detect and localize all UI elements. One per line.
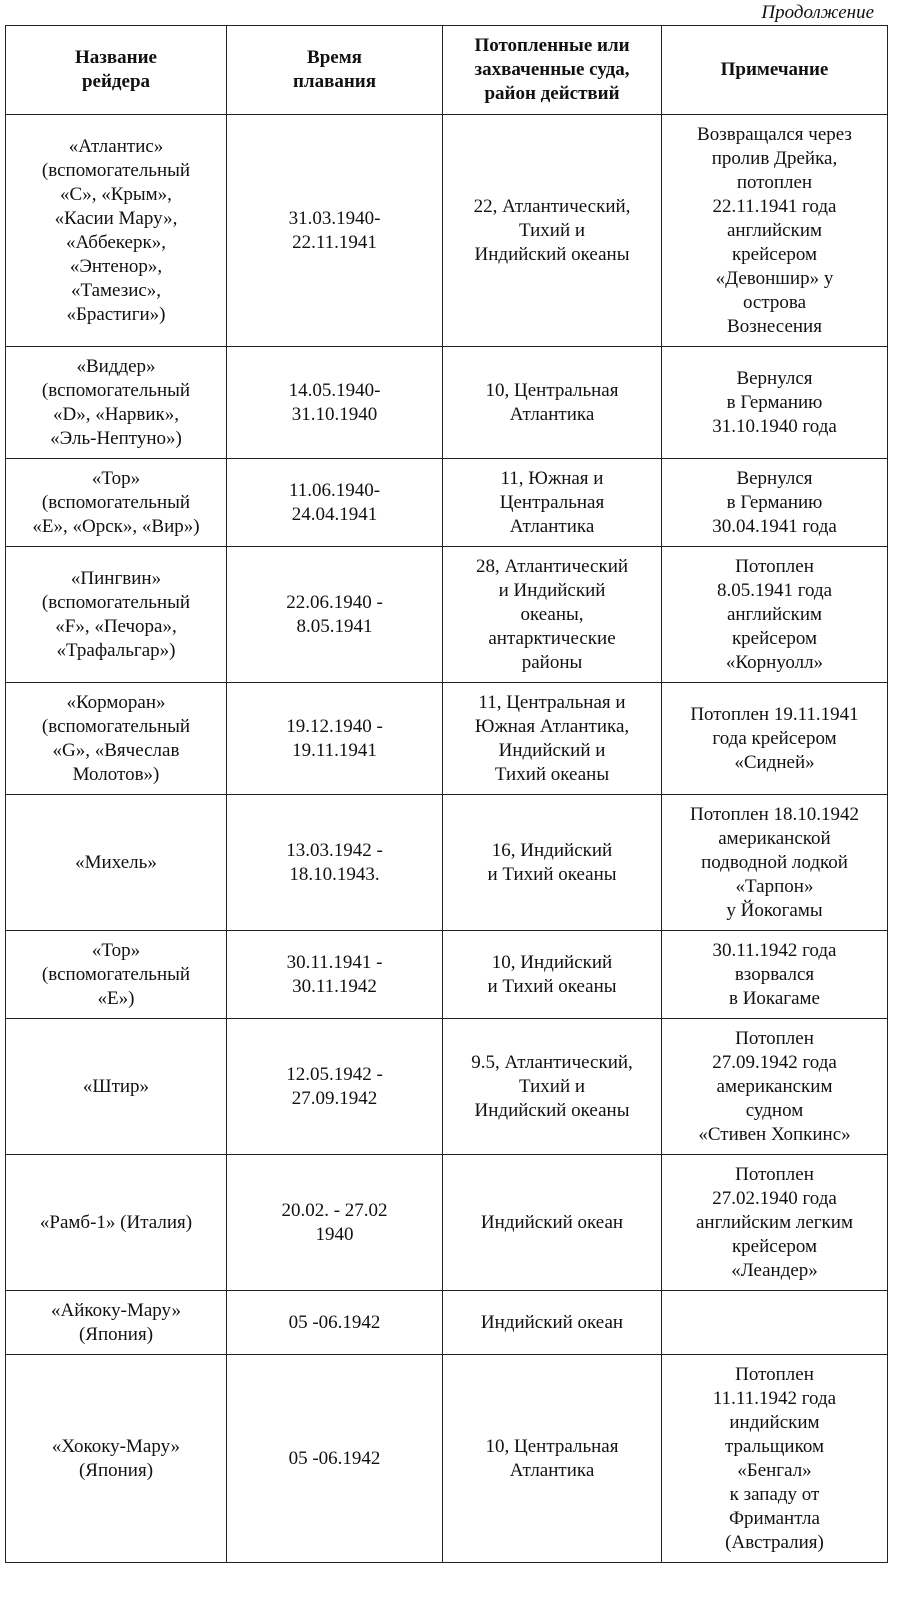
raider-name-cell: «Хококу-Мару» (Япония) xyxy=(6,1355,227,1563)
period-cell: 11.06.1940- 24.04.1941 xyxy=(227,459,443,547)
note-cell: Потоплен 27.09.1942 года американским судном «Стивен Хопкинс» xyxy=(662,1019,888,1155)
header-sailing-period: Время плавания xyxy=(227,26,443,115)
ships-cell: 11, Центральная и Южная Атлантика, Индийский и Тихий океаны xyxy=(443,683,662,795)
period-cell: 05 -06.1942 xyxy=(227,1291,443,1355)
raider-name-cell: «Тор» (вспомогательный «Е») xyxy=(6,931,227,1019)
table-row xyxy=(6,1355,888,1563)
raider-name-cell: «Виддер» (вспомогательный «D», «Нарвик», «Эль-Нептуно») xyxy=(6,347,227,459)
ships-cell: 16, Индийский и Тихий океаны xyxy=(443,795,662,931)
ships-cell: Индийский океан xyxy=(443,1291,662,1355)
table-row xyxy=(6,931,888,1019)
period-cell: 20.02. - 27.02 1940 xyxy=(227,1155,443,1291)
note-cell: Потоплен 8.05.1941 года английским крейсером «Корнуолл» xyxy=(662,547,888,683)
table-row xyxy=(6,683,888,795)
ships-cell: 10, Индийский и Тихий океаны xyxy=(443,931,662,1019)
raider-name-cell: «Штир» xyxy=(6,1019,227,1155)
raider-name-cell: «Рамб-1» (Италия) xyxy=(6,1155,227,1291)
header-raider-name: Название рейдера xyxy=(6,26,227,115)
ships-cell: 28, Атлантический и Индийский океаны, антарктические районы xyxy=(443,547,662,683)
table-row xyxy=(6,547,888,683)
period-cell: 30.11.1941 - 30.11.1942 xyxy=(227,931,443,1019)
raider-name-cell: «Тор» (вспомогательный «Е», «Орск», «Вир») xyxy=(6,459,227,547)
period-cell: 31.03.1940- 22.11.1941 xyxy=(227,115,443,347)
note-cell: Вернулся в Германию 30.04.1941 года xyxy=(662,459,888,547)
table-row xyxy=(6,795,888,931)
ships-cell: 22, Атлантический, Тихий и Индийский океаны xyxy=(443,115,662,347)
note-cell: Потоплен 19.11.1941 года крейсером «Сидней» xyxy=(662,683,888,795)
note-cell: Потоплен 18.10.1942 американской подводной лодкой «Тарпон» у Йокогамы xyxy=(662,795,888,931)
note-cell: 30.11.1942 года взорвался в Иокагаме xyxy=(662,931,888,1019)
period-cell: 05 -06.1942 xyxy=(227,1355,443,1563)
table-row xyxy=(6,1155,888,1291)
ships-cell: Индийский океан xyxy=(443,1155,662,1291)
header-ships-area: Потопленные или захваченные суда, район действий xyxy=(443,26,662,115)
note-cell: Вернулся в Германию 31.10.1940 года xyxy=(662,347,888,459)
header-row xyxy=(6,26,888,115)
table-row xyxy=(6,459,888,547)
ships-cell: 9.5, Атлантический, Тихий и Индийский океаны xyxy=(443,1019,662,1155)
raiders-table xyxy=(5,25,888,1563)
period-cell: 22.06.1940 - 8.05.1941 xyxy=(227,547,443,683)
period-cell: 19.12.1940 - 19.11.1941 xyxy=(227,683,443,795)
period-cell: 13.03.1942 - 18.10.1943. xyxy=(227,795,443,931)
table-row xyxy=(6,1291,888,1355)
ships-cell: 11, Южная и Центральная Атлантика xyxy=(443,459,662,547)
raider-name-cell: «Михель» xyxy=(6,795,227,931)
continuation-label: Продолжение xyxy=(761,2,874,23)
note-cell: Возвращался через пролив Дрейка, потоплен 22.11.1941 года английским крейсером «Девоншир» у острова Вознесения xyxy=(662,115,888,347)
note-cell: Потоплен 27.02.1940 года английским легким крейсером «Леандер» xyxy=(662,1155,888,1291)
header-note: Примечание xyxy=(662,26,888,115)
period-cell: 14.05.1940- 31.10.1940 xyxy=(227,347,443,459)
table-row xyxy=(6,1019,888,1155)
raider-name-cell: «Атлантис» (вспомогательный «С», «Крым», «Касии Мару», «Аббекерк», «Энтенор», «Тамезис», «Брастиги») xyxy=(6,115,227,347)
raider-name-cell: «Айкоку-Мару» (Япония) xyxy=(6,1291,227,1355)
table-row xyxy=(6,347,888,459)
period-cell: 12.05.1942 - 27.09.1942 xyxy=(227,1019,443,1155)
note-cell: Потоплен 11.11.1942 года индийским тральщиком «Бенгал» к западу от Фримантла (Австралия) xyxy=(662,1355,888,1563)
note-cell xyxy=(662,1291,888,1355)
raider-name-cell: «Пингвин» (вспомогательный «F», «Печора», «Трафальгар») xyxy=(6,547,227,683)
raider-name-cell: «Корморан» (вспомогательный «G», «Вячеслав Молотов») xyxy=(6,683,227,795)
table-row xyxy=(6,115,888,347)
ships-cell: 10, Центральная Атлантика xyxy=(443,347,662,459)
ships-cell: 10, Центральная Атлантика xyxy=(443,1355,662,1563)
